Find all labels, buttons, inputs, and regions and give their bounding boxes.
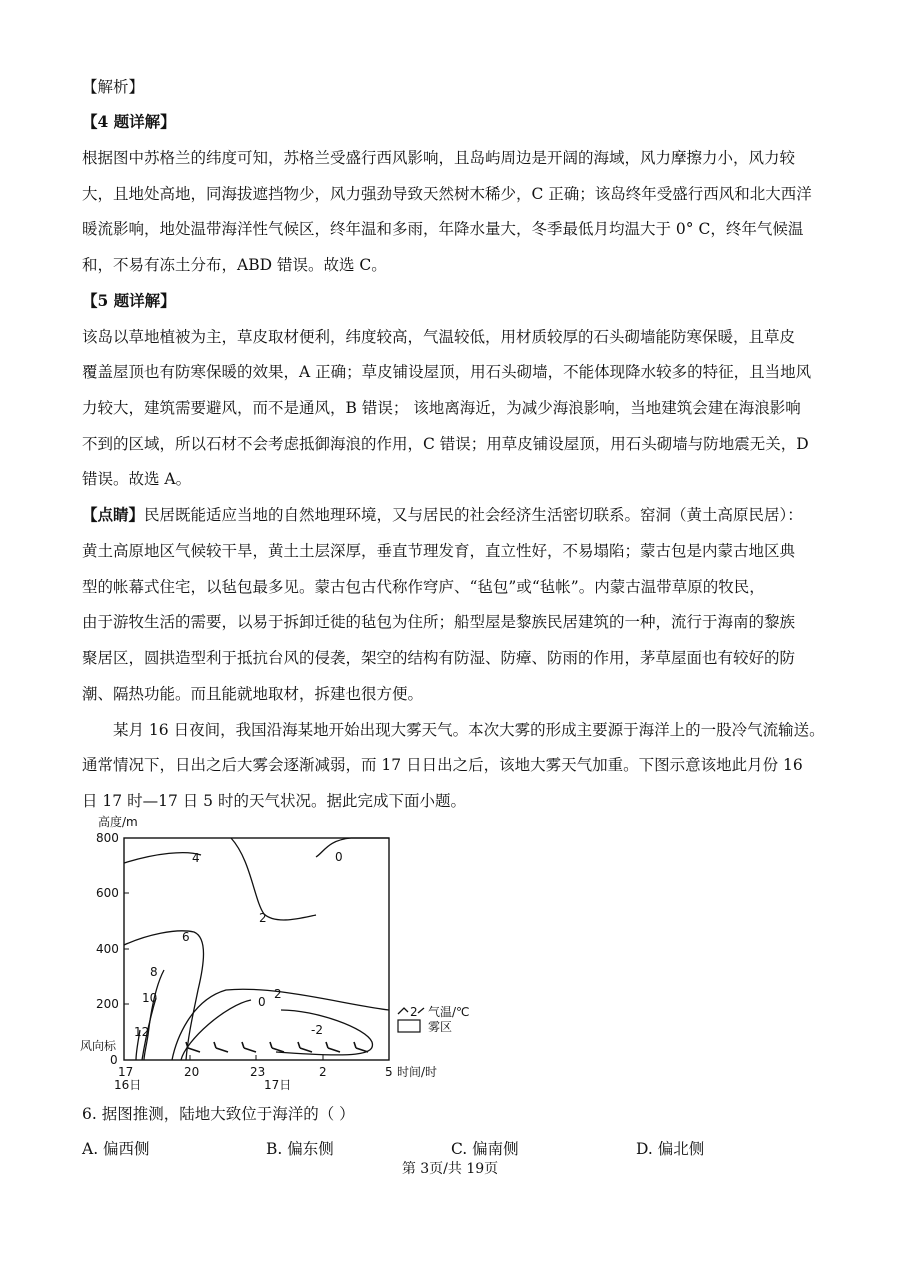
x-axis-label: 时间/时	[397, 1065, 438, 1079]
x-tick: 2	[319, 1065, 327, 1079]
y-tick: 200	[96, 997, 119, 1011]
q4-line: 和，不易有冻土分布，ABD 错误。故选 C。	[82, 256, 387, 274]
q4-line: 暖流影响，地处温带海洋性气候区，终年温和多雨，年降水量大，冬季最低月均温大于 0° C，终年气候温	[82, 220, 804, 238]
option-d[interactable]: D. 偏北侧	[636, 1140, 705, 1158]
q5-line: 该岛以草地植被为主，草皮取材便利，纬度较高，气温较低，用材质较厚的石头砌墙能防寒保暖，且草皮	[82, 328, 796, 346]
contour-label: 2	[259, 911, 267, 925]
page-number: 第 3页/共 19页	[401, 1161, 499, 1177]
isotherm-2-upper	[231, 838, 316, 920]
q4-line: 大，且地处高地，同海拔遮挡物少，风力强劲导致天然树木稀少，C 正确；该岛终年受盛行西风和北大西洋	[82, 185, 812, 203]
wind-vane	[242, 1042, 256, 1052]
contour-label: -2	[311, 1023, 323, 1037]
legend-isoline-value: 2	[410, 1005, 418, 1019]
legend-temp-label: 气温/℃	[428, 1005, 470, 1019]
q5-line: 错误。故选 A。	[82, 470, 192, 488]
legend-isoline-symbol	[398, 1008, 408, 1014]
wind-vane	[298, 1042, 312, 1052]
x-tick: 23	[250, 1065, 266, 1079]
dianjing-line: 黄土高原地区气候较干旱，黄土土层深厚，垂直节理发育，直立性好，不易塌陷；蒙古包是内蒙古地区典	[82, 542, 796, 560]
option-b[interactable]: B. 偏东侧	[266, 1140, 334, 1158]
day-17-label: 17日	[264, 1078, 292, 1092]
wind-vane	[326, 1042, 340, 1052]
dianjing-line: 聚居区，圆拱造型利于抵抗台风的侵袭，架空的结构有防湿、防瘴、防雨的作用，茅草屋面也有较好的防	[82, 649, 796, 667]
dianjing-line: 潮、隔热功能。而且能就地取材，拆建也很方便。	[82, 685, 424, 703]
q5-line: 不到的区域，所以石材不会考虑抵御海浪的作用，C 错误；用草皮铺设屋顶，用石头砌墙与防地震无关，D	[82, 435, 809, 453]
contour-label: 0	[258, 995, 266, 1009]
x-tick: 17	[118, 1065, 134, 1079]
analysis-label: 【解析】	[82, 78, 145, 96]
legend-fog-symbol	[398, 1020, 420, 1032]
dianjing-first-line: 民居既能适应当地的自然地理环境，又与居民的社会经济生活密切联系。窑洞（黄土高原民居）：	[144, 506, 803, 524]
contour-label: 4	[192, 851, 200, 865]
legend-fog-label: 雾区	[428, 1020, 453, 1034]
contour-label: 10	[142, 991, 158, 1005]
question-6-stem: 6. 据图推测，陆地大致位于海洋的（ ）	[82, 1105, 355, 1123]
dianjing-line: 型的帐幕式住宅，以毡包最多见。蒙古包古代称作穹庐、“毡包”或“毡帐”。内蒙古温带草原的牧民，	[82, 578, 765, 596]
wind-vane	[214, 1042, 228, 1052]
x-tick: 5	[385, 1065, 393, 1079]
contour-label: 2	[274, 987, 282, 1001]
x-tick: 20	[184, 1065, 200, 1079]
material-line: 日 17 时—17 日 5 时的天气状况。据此完成下面小题。	[82, 792, 466, 810]
legend-isoline-symbol	[418, 1008, 424, 1013]
dianjing-paragraph	[82, 505, 827, 525]
y-tick: 0	[110, 1053, 118, 1067]
contour-label: 8	[150, 965, 158, 979]
q5-heading: 【5 题详解】	[82, 291, 176, 310]
dianjing-heading: 【点睛】	[82, 505, 145, 524]
q5-line: 覆盖屋顶也有防寒保暖的效果，A 正确；草皮铺设屋顶，用石头砌墙，不能体现降水较多的特征，且当地风	[82, 363, 812, 381]
dianjing-line: 由于游牧生活的需要，以易于拆卸迁徙的毡包为住所；船型屋是黎族民居建筑的一种，流行于海南的黎族	[82, 613, 796, 631]
wind-vanes	[186, 1042, 368, 1052]
q4-line: 根据图中苏格兰的纬度可知，苏格兰受盛行西风影响，且岛屿周边是开阔的海域，风力摩擦力小，风力较	[82, 149, 796, 167]
isotherm-0-top	[316, 838, 389, 857]
q5-line: 力较大，建筑需要避风，而不是通风，B 错误； 该地离海近，为减少海浪影响，当地建筑会建在海浪影响	[82, 399, 801, 417]
material-line: 某月 16 日夜间，我国沿海某地开始出现大雾天气。本次大雾的形成主要源于海洋上的一股冷气流输送。	[113, 721, 825, 739]
contour-label: 12	[134, 1025, 150, 1039]
option-a[interactable]: A. 偏西侧	[82, 1140, 150, 1158]
wind-vane	[270, 1042, 284, 1052]
y-axis-label: 高度/m	[98, 815, 138, 829]
isotherm-0-lower	[181, 1000, 251, 1060]
plot-frame	[124, 838, 389, 1060]
contour-label: 0	[335, 850, 343, 864]
y-tick: 800	[96, 831, 119, 845]
isotherm-4	[124, 853, 201, 863]
legend	[398, 1004, 470, 1034]
option-c[interactable]: C. 偏南侧	[451, 1140, 519, 1158]
wind-vane-label: 风向标	[80, 1039, 117, 1053]
material-line: 通常情况下，日出之后大雾会逐渐减弱，而 17 日日出之后，该地大雾天气加重。下图示意该地此月份 16	[82, 756, 803, 774]
y-tick: 600	[96, 886, 119, 900]
y-tick: 400	[96, 942, 119, 956]
q4-heading: 【4 题详解】	[82, 112, 176, 131]
contour-label: 6	[182, 930, 190, 944]
isotherm-8	[144, 970, 164, 1060]
fog-weather-figure	[76, 810, 476, 1095]
day-16-label: 16日	[114, 1078, 142, 1092]
wind-vane	[354, 1042, 368, 1052]
